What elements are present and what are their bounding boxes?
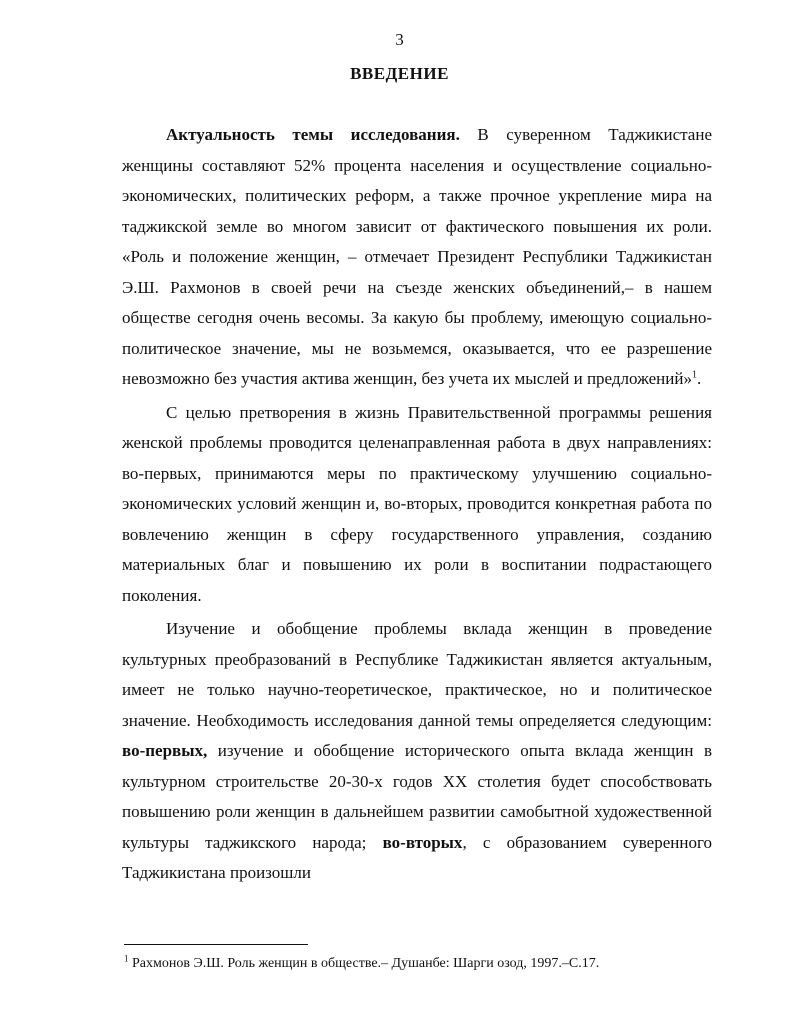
paragraph-text: изучение и обобщение исторического опыта вклада женщин в культурном строительстве 20-30-х годов XX столетия будет способствовать повышению роли женщин в дальнейшем развитии самобытной художественной культуры таджикского народа;: [122, 741, 712, 852]
footnote-reference[interactable]: 1: [691, 369, 697, 381]
paragraph-program: С целью претворения в жизнь Правительственной программы решения женской проблемы проводится целенаправленная работа в двух направлениях: во-первых, принимаются меры по практическому улучшению социально-экономических условий женщин и, во-вторых, проводится конкретная работа по вовлечению женщин в сферу государственного управления, созданию материальных благ и повышению их роли в воспитании подрастающего поколения.: [122, 402, 712, 605]
paragraph-study: [122, 614, 712, 889]
footnote-marker: 1: [124, 953, 129, 964]
page-number: 3: [395, 30, 404, 49]
emphasis-second: во-вторых: [382, 832, 463, 852]
relevance-heading: Актуальность темы исследования.: [166, 125, 460, 144]
paragraph-text: В суверенном Таджикистане женщины составляют 52% процента населения и осуществление социально-экономических, политических реформ, а также прочное укрепление мира на таджикской земле во многом зависит от фактического повышения их роли. «Роль и положение женщин, – отмечает Президент Республики Таджикистан Э.Ш. Рахмонов в своей речи на съезде женских объединений,– в нашем обществе сегодня очень весомы. За какую бы проблему, имеющую социально-политическое значение, мы не возьмемся, оказывается, что ее разрешение невозможно без участия актива женщин, без учета их мыслей и предложений»: [122, 125, 712, 388]
paragraph-text: , с образованием суверенного Таджикистана произошли: [122, 832, 712, 882]
section-title: ВВЕДЕНИЕ: [350, 64, 449, 83]
paragraph-text: Изучение и обобщение проблемы вклада женщин в проведение культурных преобразований в Республике Таджикистан является актуальным, имеет не только научно-теоретическое, практическое, но и политическое значение. Необходимость исследования данной темы определяется следующим:: [122, 619, 712, 730]
footnote: [124, 955, 724, 973]
paragraph-relevance: [122, 120, 712, 395]
paragraph-text: .: [696, 369, 702, 388]
body-text: [122, 120, 712, 889]
footnote-divider: [124, 944, 308, 945]
emphasis-first: во-первых,: [122, 741, 208, 760]
footnote-text: Рахмонов Э.Ш. Роль женщин в обществе.– Душанбе: Шарги озод, 1997.–С.17.: [128, 956, 600, 971]
